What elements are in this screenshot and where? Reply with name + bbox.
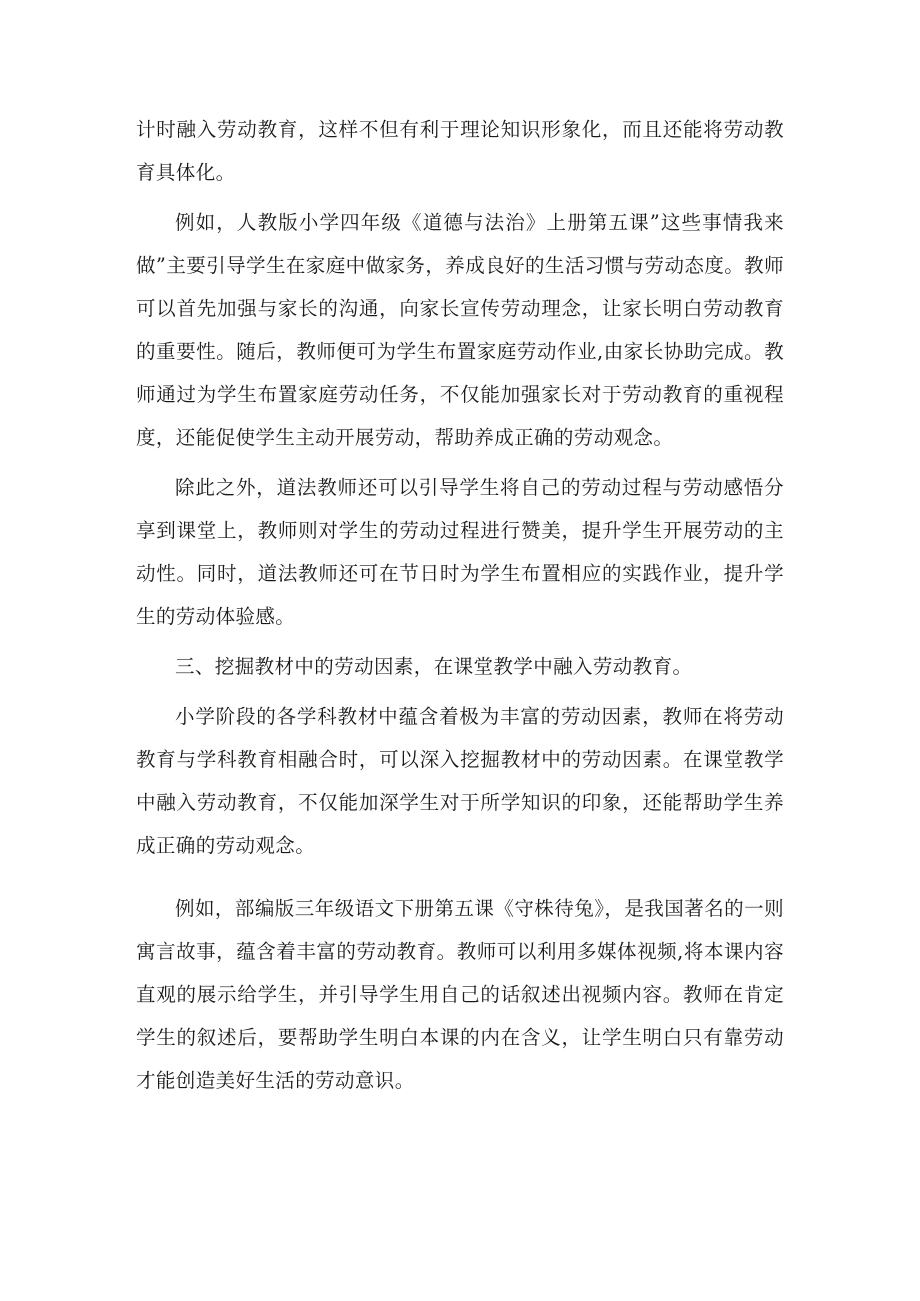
paragraph-continuation: 计时融入劳动教育，这样不但有利于理论知识形象化，而且还能将劳动教育具体化。	[136, 118, 784, 184]
paragraph-share-labor-experience: 除此之外，道法教师还可以引导学生将自己的劳动过程与劳动感悟分享到课堂上，教师则对学生的劳动过程进行赞美，提升学生开展劳动的主动性。同时，道法教师还可在节日时为学生布置相应的实践作业，提升学生的劳动体验感。	[136, 476, 784, 628]
paragraph-textbook-labor-factors: 小学阶段的各学科教材中蕴含着极为丰富的劳动因素，教师在将劳动教育与学科教育相融合时，可以深入挖掘教材中的劳动因素。在课堂教学中融入劳动教育，不仅能加深学生对于所学知识的印象，还能帮助学生养成正确的劳动观念。	[136, 705, 784, 857]
section-heading-three: 三、挖掘教材中的劳动因素，在课堂教学中融入劳动教育。	[175, 655, 693, 678]
document-body	[136, 108, 784, 1109]
paragraph-example-family-labor: 例如，人教版小学四年级《道德与法治》上册第五课”这些事情我来做”主要引导学生在家庭中做家务，养成良好的生活习惯与劳动态度。教师可以首先加强与家长的沟通，向家长宣传劳动理念，让家长明白劳动教育的重要性。随后，教师便可为学生布置家庭劳动作业,由家长协助完成。教师通过为学生布置家庭劳动任务，不仅能加强家长对于劳动教育的重视程度，还能促使学生主动开展劳动，帮助养成正确的劳动观念。	[136, 211, 784, 449]
paragraph-example-fable: 例如，部编版三年级语文下册第五课《守株待兔》，是我国著名的一则寓言故事，蕴含着丰富的劳动教育。教师可以利用多媒体视频,将本课内容直观的展示给学生，并引导学生用自己的话叙述出视频内容。教师在肯定学生的叙述后，要帮助学生明白本课的内在含义，让学生明白只有靠劳动才能创造美好生活的劳动意识。	[136, 897, 784, 1092]
